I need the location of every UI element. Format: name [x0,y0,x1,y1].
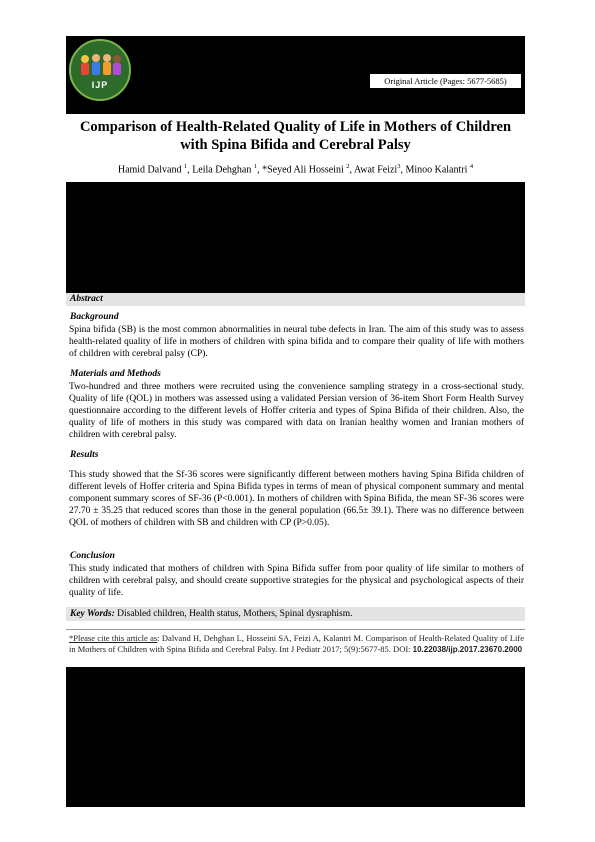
conclusion-heading: Conclusion [70,551,115,561]
keywords-bar [66,607,525,621]
redacted-affiliations-band [66,182,525,293]
background-heading: Background [70,312,119,322]
results-text: This study showed that the Sf-36 scores were significantly different between mothers having Spina Bifida children of different levels of Hoffer criteria and Spina Bifida types in terms of mean of physical component summary and mental component summary scores of SF-36 (P<0.001). In mothers of children with Spina Bifida, the mean SF-36 scores were 27.70 ± 35.25 that reduced scores than those in the general population (66.5± 39.1). There was no difference between QOL of mothers of children with SB and children with CP (P>0.05). [69,470,524,528]
citation-divider [66,629,525,630]
author-name: Hamid Dalvand [117,164,182,176]
methods-heading: Materials and Methods [70,369,161,379]
author-affiliation: 3 [397,163,401,170]
paper-title: Comparison of Health-Related Quality of Life in Mothers of Children with Spina Bifida and Cerebral Palsy [79,119,512,153]
conclusion-text: This study indicated that mothers of children with Spina Bifida suffer from poor quality of life similar to mothers of children with cerebral palsy, and should create supportive strategies for the physical and psychological aspects of their quality of life. [69,564,524,598]
author-affiliation: 2 [346,163,350,170]
author-list: Hamid Dalvand $^1$, Leila Dehghan $^1$, *Seyed Ali Hosseini $^2$, Awat Feizi$^3$, Minoo Kalantri $^4$ [117,163,474,176]
citation-text: : Dalvand H, Dehghan L, Hosseini SA, Feizi A, Kalantri M. Comparison of Health-Related Quality of Life in Mothers of Children with Spina Bifida and Cerebral Palsy. Int J Pediatr 2017; 5(9):5677-85. DOI: [69,633,524,654]
citation-label: *Please cite this article as [69,633,158,643]
author-name: Awat Feizi [353,164,398,176]
article-type-label: Original Article (Pages: 5677-5685) [370,74,521,88]
author-affiliation: 4 [469,163,474,170]
logo-text: IJP [91,80,109,90]
author-affiliation: 1 [183,163,188,170]
citation-block [69,633,524,655]
keywords-text: Disabled children, Health status, Mothers, Spinal dysraphism. [117,609,353,619]
author-name: *Seyed Ali Hosseini [262,164,344,176]
author-affiliation: 1 [253,163,258,170]
doi-link[interactable]: 10.22038/ijp.2017.23670.2000 [412,644,523,654]
author-name: Minoo Kalantri [405,164,468,176]
abstract-heading: Abstract [66,293,525,306]
redacted-footer-band [66,667,525,807]
methods-text: Two-hundred and three mothers were recruited using the convenience sampling strategy in a cross-sectional study. Quality of life (QOL) in mothers was assessed using a validated Persian version of 36-item Short Form Health Survey questionnaire according to the different levels of Hoffer criteria and types of Spina Bifida of their children. Also, the quality of life of mothers in this study was compared with data on Iranian healthy women and Iranian mothers of children with cerebral palsy. [69,382,524,440]
background-text: Spina bifida (SB) is the most common abnormalities in neural tube defects in Iran. The aim of this study was to assess health-related quality of life in mothers of children with spina bifida and to compare their quality of life with mothers of children with cerebral palsy (CP). [69,325,524,359]
results-heading: Results [70,450,99,460]
journal-logo [69,39,131,101]
author-name: Leila Dehghan [192,164,252,176]
keywords-label: Key Words: [70,609,115,619]
children-icon [79,53,123,79]
